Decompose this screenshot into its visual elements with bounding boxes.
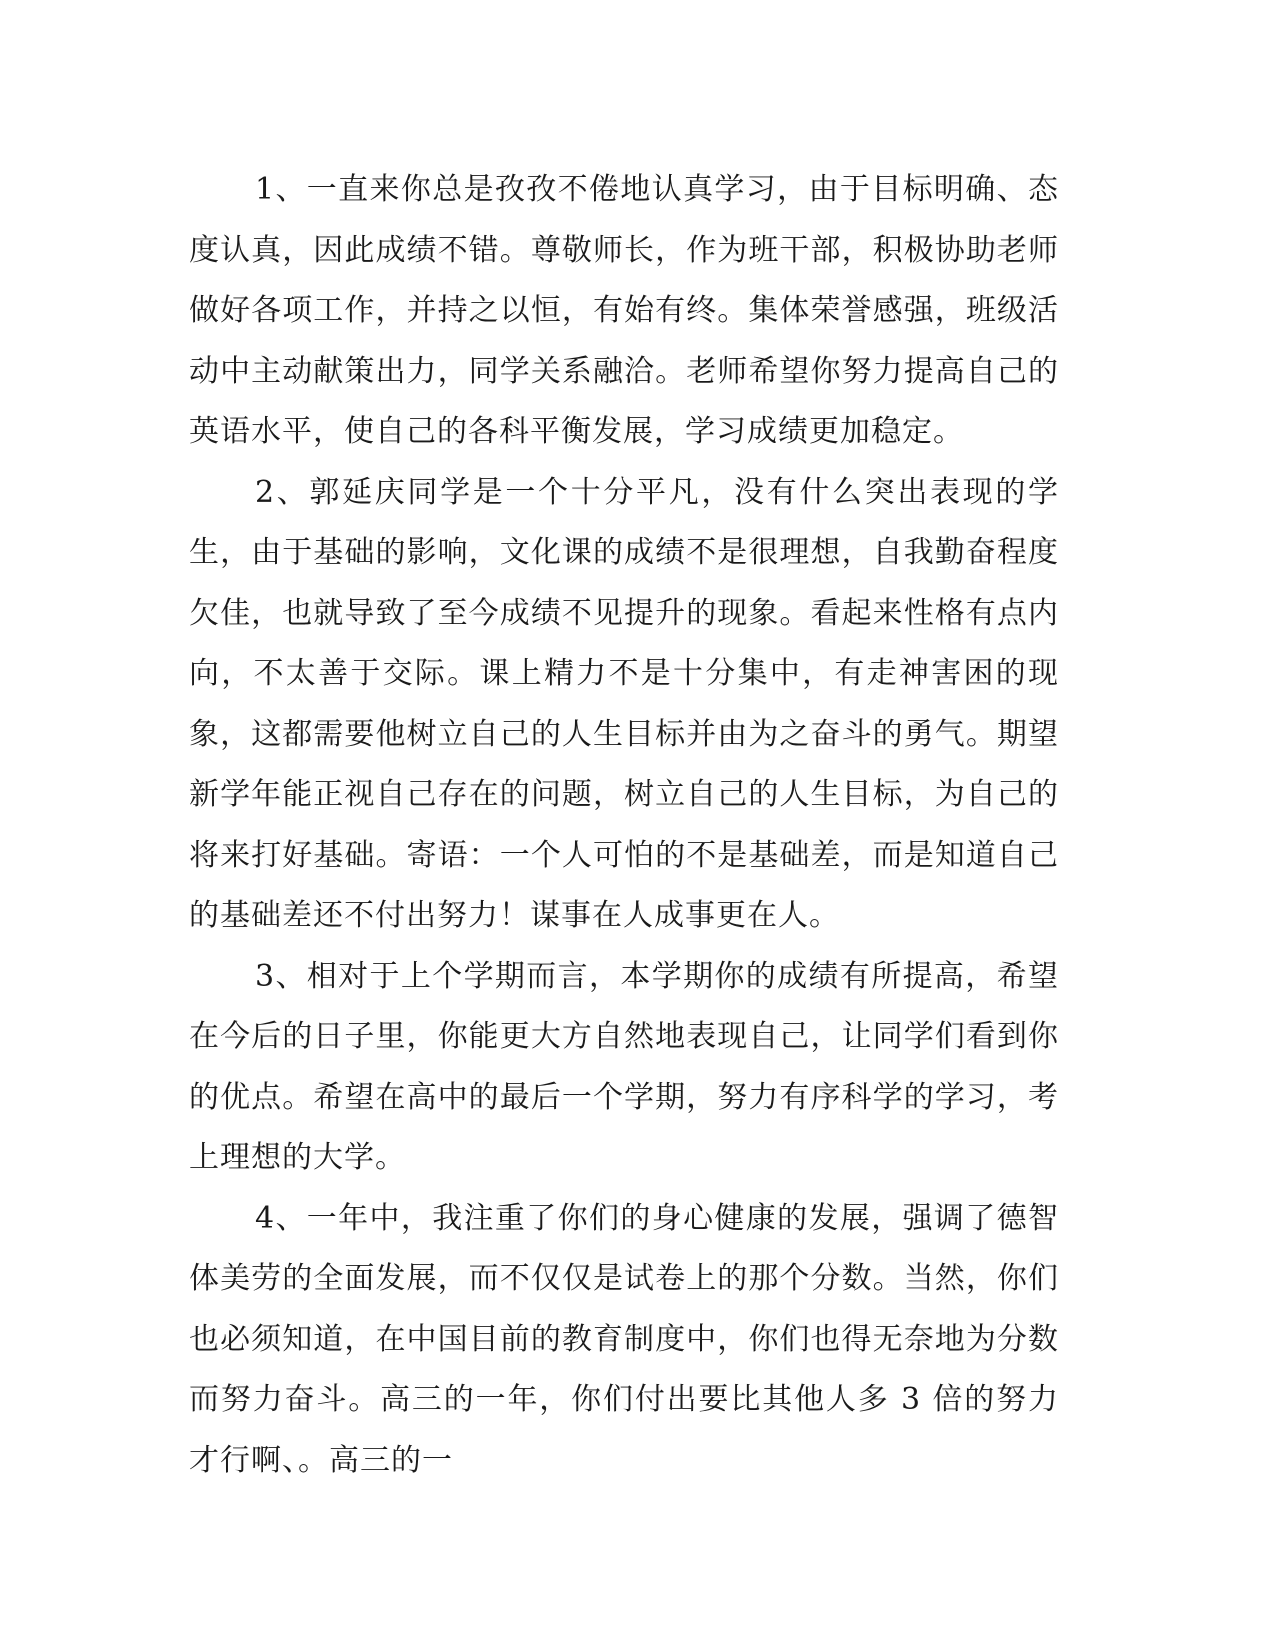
paragraph-line: 2、郭延庆同学是一个十分平凡，没有什么突出表现的学生，由 <box>189 474 1059 570</box>
paragraph-line: 的各科平衡发展，学习成绩更加稳定。 <box>437 414 964 449</box>
paragraph-line: 道，在中国目前的教育制度中，你们也得无奈地为分数而努力奋斗。 <box>189 1321 1059 1417</box>
paragraph-line: 真，因此成绩不错。尊敬师长，作为班干部，积极协助老师做好各项 <box>189 232 1060 328</box>
paragraph-1 <box>189 160 1059 463</box>
paragraph-line: 高三的一年，你们付出要比其他人多 3 倍的努力才行啊、。高三的一 <box>189 1382 1059 1478</box>
paragraph-line: 希望在高中的最后一个学期，努力有序科学的学习，考上理想的大学 <box>189 1079 1059 1175</box>
paragraph-line: 1、一直来你总是孜孜不倦地认真学习，由于目标明确、态度认 <box>189 172 1059 268</box>
paragraph-line: 4、一年中，我注重了你们的身心健康的发展，强调了德智体美 <box>189 1200 1059 1296</box>
paragraph-line: 工作，并持之以恒，有始有终。集体荣誉感强，班级活动中主动献策 <box>189 293 1059 389</box>
paragraph-line: 劳的全面发展，而不仅仅是试卷上的那个分数。当然，你们也必须知 <box>189 1261 1060 1357</box>
paragraph-line: 于基础的影响，文化课的成绩不是很理想，自我勤奋程度欠佳，也就 <box>189 535 1060 631</box>
paragraph-line: 3、相对于上个学期而言，本学期你的成绩有所提高，希望在今 <box>189 958 1059 1054</box>
paragraph-line: 际。课上精力不是十分集中，有走神害困的现象，这都需要他树立自 <box>189 656 1060 752</box>
paragraph-line: 后的日子里，你能更大方自然地表现自己，让同学们看到你的优点。 <box>189 1019 1060 1115</box>
paragraph-2 <box>189 463 1059 947</box>
paragraph-4 <box>189 1189 1059 1492</box>
paragraph-line: 事更在人。 <box>685 898 840 933</box>
paragraph-line: 。 <box>375 1140 406 1175</box>
paragraph-line: 题，树立自己的人生目标，为自己的将来打好基础。寄语：一个人可 <box>189 777 1060 873</box>
paragraph-3 <box>189 947 1059 1189</box>
paragraph-line: 出力，同学关系融洽。老师希望你努力提高自己的英语水平，使自己 <box>189 353 1060 449</box>
paragraph-line: 己的人生目标并由为之奋斗的勇气。期望新学年能正视自己存在的问 <box>189 716 1060 812</box>
paragraph-line: 怕的不是基础差，而是知道自己的基础差还不付出努力！谋事在人成 <box>189 837 1060 933</box>
document-body <box>189 160 1059 1491</box>
paragraph-line: 导致了至今成绩不见提升的现象。看起来性格有点内向，不太善于交 <box>189 595 1060 691</box>
